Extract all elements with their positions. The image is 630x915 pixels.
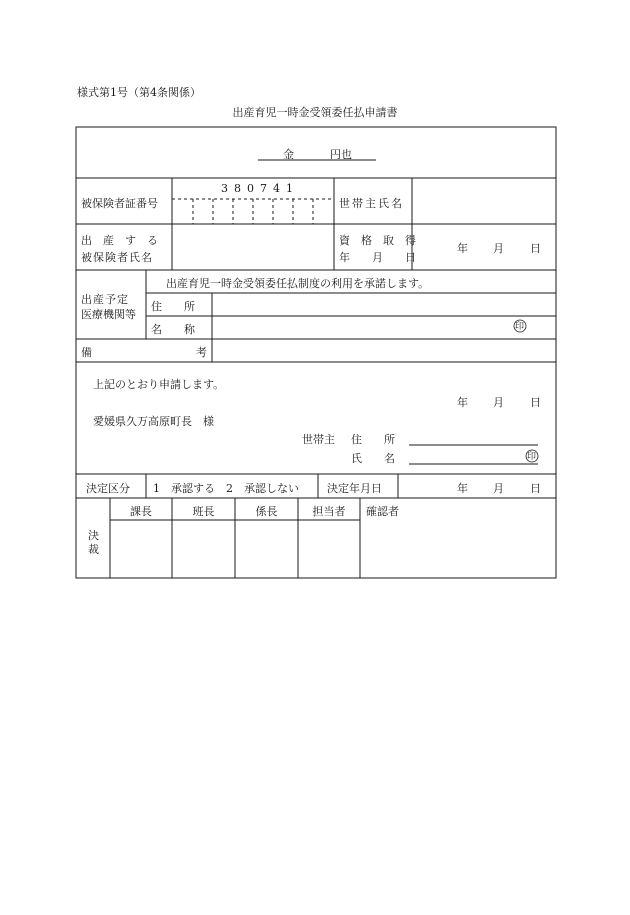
application-date-year: 年 — [457, 396, 468, 409]
institution-seal-mark: 印 — [515, 322, 525, 332]
applicant-householder-prefix: 世帯主 — [302, 433, 335, 446]
decision-date-year: 年 — [457, 482, 468, 495]
mother-label-line2: 被保険者氏名 — [81, 251, 153, 264]
qualify-date-label-line1: 資 格 取 得 — [339, 234, 416, 247]
householder-name-label: 世帯主氏名 — [339, 197, 404, 210]
institution-label-line1: 出産予定 — [81, 293, 129, 306]
applicant-name-label: 氏 名 — [351, 452, 395, 465]
approval-col-group-chief: 班長 — [192, 505, 215, 518]
institution-name-label: 名 称 — [151, 323, 195, 336]
decision-date-month: 月 — [493, 482, 504, 495]
decision-label: 決定区分 — [86, 482, 130, 495]
applicant-address-label: 住 所 — [351, 433, 395, 446]
decision-date-label: 決定年月日 — [327, 482, 382, 495]
decision-options: 1 承認する 2 承認しない — [153, 482, 299, 495]
insurance-number-value: 380741 — [221, 182, 299, 195]
application-statement: 上記のとおり申請します。 — [93, 378, 225, 391]
qualify-date-label-line2: 年 月 日 — [339, 251, 416, 264]
institution-consent-text: 出産育児一時金受領委任払制度の利用を承諾します。 — [166, 277, 430, 290]
approval-label-line1: 決 — [88, 529, 99, 542]
amount-prefix: 金 — [283, 148, 294, 161]
application-addressee: 愛媛県久万高原町長 様 — [93, 415, 214, 428]
mother-label-line1: 出 産 す る — [81, 234, 158, 247]
application-date-month: 月 — [493, 396, 504, 409]
insurance-number-label: 被保険者証番号 — [81, 197, 158, 210]
qualify-date-month: 月 — [493, 242, 504, 255]
approval-col-staff: 担当者 — [312, 505, 346, 518]
application-date-day: 日 — [530, 396, 541, 409]
qualify-date-day: 日 — [530, 242, 541, 255]
institution-address-label: 住 所 — [151, 300, 195, 313]
approval-confirmer-label: 確認者 — [366, 505, 399, 518]
remarks-label-right: 考 — [196, 346, 207, 359]
remarks-label-left: 備 — [81, 346, 92, 359]
applicant-seal-mark: 印 — [527, 452, 537, 462]
approval-col-unit-chief: 係長 — [255, 505, 278, 518]
form-title: 出産育児一時金受領委任払申請書 — [232, 106, 398, 119]
form-number: 様式第1号（第4条関係） — [77, 86, 201, 99]
approval-col-section-chief: 課長 — [130, 505, 152, 518]
qualify-date-year: 年 — [457, 242, 468, 255]
amount-suffix: 円也 — [330, 148, 352, 161]
institution-label-line2: 医療機関等 — [81, 308, 136, 321]
decision-date-day: 日 — [530, 482, 541, 495]
approval-label-line2: 裁 — [88, 543, 99, 556]
